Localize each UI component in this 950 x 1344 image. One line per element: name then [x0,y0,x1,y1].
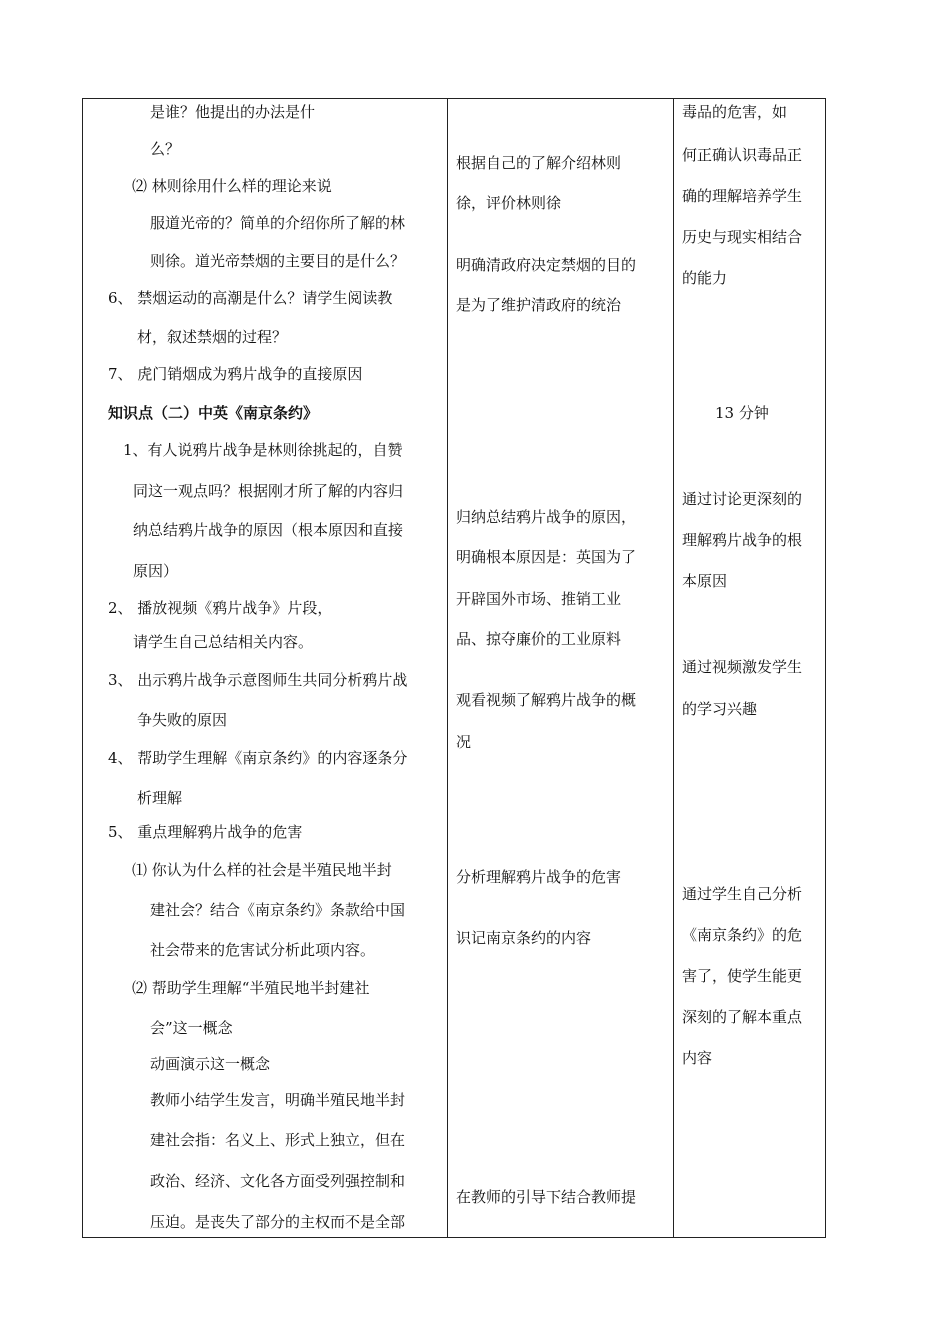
text-line: 教师小结学生发言，明确半殖民地半封 [150,1091,406,1109]
text-line: 5、 重点理解鸦片战争的危害 [108,823,303,841]
text-line: 确的理解培养学生 [682,187,803,205]
text-line: 在教师的引导下结合教师提 [456,1188,637,1206]
section-heading: 知识点（二）中英《南京条约》 [108,404,319,422]
text-line: 会”这一概念 [150,1019,233,1037]
text-line: 历史与现实相结合 [682,228,803,246]
text-line: 建社会？结合《南京条约》条款给中国 [150,901,406,919]
text-line: 是为了维护清政府的统治 [456,296,622,314]
text-line: 徐，评价林则徐 [456,194,562,212]
text-line: 明确根本原因是：英国为了 [456,548,637,566]
text-line: 同这一观点吗？根据刚才所了解的内容归 [133,482,404,500]
time-label: 13 分钟 [715,404,769,422]
text-line: 7、 虎门销烟成为鸦片战争的直接原因 [108,365,363,383]
text-line: 么？ [150,140,181,158]
text-line: 争失败的原因 [137,711,228,729]
text-line: 理解鸦片战争的根 [682,531,803,549]
text-line: 通过视频激发学生 [682,658,803,676]
text-line: 何正确认识毒品正 [682,146,803,164]
text-line: 品、掠夺廉价的工业原料 [456,630,622,648]
text-line: 材，叙述禁烟的过程？ [137,328,288,346]
text-line: 压迫。是丧失了部分的主权而不是全部 [150,1213,406,1231]
text-line: 1、有人说鸦片战争是林则徐挑起的，自赞 [123,441,403,459]
text-line: 3、 出示鸦片战争示意图师生共同分析鸦片战 [108,671,408,689]
text-line: 服道光帝的？简单的介绍你所了解的林 [150,214,406,232]
text-line: 毒品的危害，如 [682,103,788,121]
text-line: 的能力 [682,269,728,287]
text-line: ⑴ 你认为什么样的社会是半殖民地半封 [132,861,392,879]
text-line: 2、 播放视频《鸦片战争》片段， [108,599,333,617]
text-line: ⑵ 林则徐用什么样的理论来说 [132,177,332,195]
text-line: 4、 帮助学生理解《南京条约》的内容逐条分 [108,749,408,767]
text-line: 观看视频了解鸦片战争的概 [456,691,637,709]
text-line: 请学生自己总结相关内容。 [133,633,314,651]
text-line: 《南京条约》的危 [682,926,803,944]
text-line: 内容 [682,1049,713,1067]
text-line: 分析理解鸦片战争的危害 [456,868,622,886]
text-line: 是谁？他提出的办法是什 [150,103,316,121]
text-line: ⑵ 帮助学生理解“半殖民地半封建社 [132,979,370,997]
text-line: 根据自己的了解介绍林则 [456,154,622,172]
text-line: 纳总结鸦片战争的原因（根本原因和直接 [133,521,404,539]
text-line: 建社会指：名义上、形式上独立，但在 [150,1131,406,1149]
text-line: 开辟国外市场、推销工业 [456,590,622,608]
text-line: 通过讨论更深刻的 [682,490,803,508]
text-line: 社会带来的危害试分析此项内容。 [150,941,376,959]
text-line: 况 [456,733,472,751]
text-line: 原因） [133,562,179,580]
text-line: 本原因 [682,572,728,590]
text-line: 明确清政府决定禁烟的目的 [456,256,637,274]
text-line: 害了，使学生能更 [682,967,803,985]
text-line: 则徐。道光帝禁烟的主要目的是什么？ [150,252,406,270]
text-line: 归纳总结鸦片战争的原因， [456,508,637,526]
text-line: 动画演示这一概念 [150,1055,271,1073]
text-line: 深刻的了解本重点 [682,1008,803,1026]
text-line: 通过学生自己分析 [682,885,803,903]
text-line: 识记南京条约的内容 [456,929,592,947]
text-line: 析理解 [137,789,183,807]
text-line: 的学习兴趣 [682,700,758,718]
column-divider-2 [673,99,674,1237]
text-line: 政治、经济、文化各方面受列强控制和 [150,1172,406,1190]
text-line: 6、 禁烟运动的高潮是什么？请学生阅读教 [108,289,393,307]
column-divider-1 [447,99,448,1237]
